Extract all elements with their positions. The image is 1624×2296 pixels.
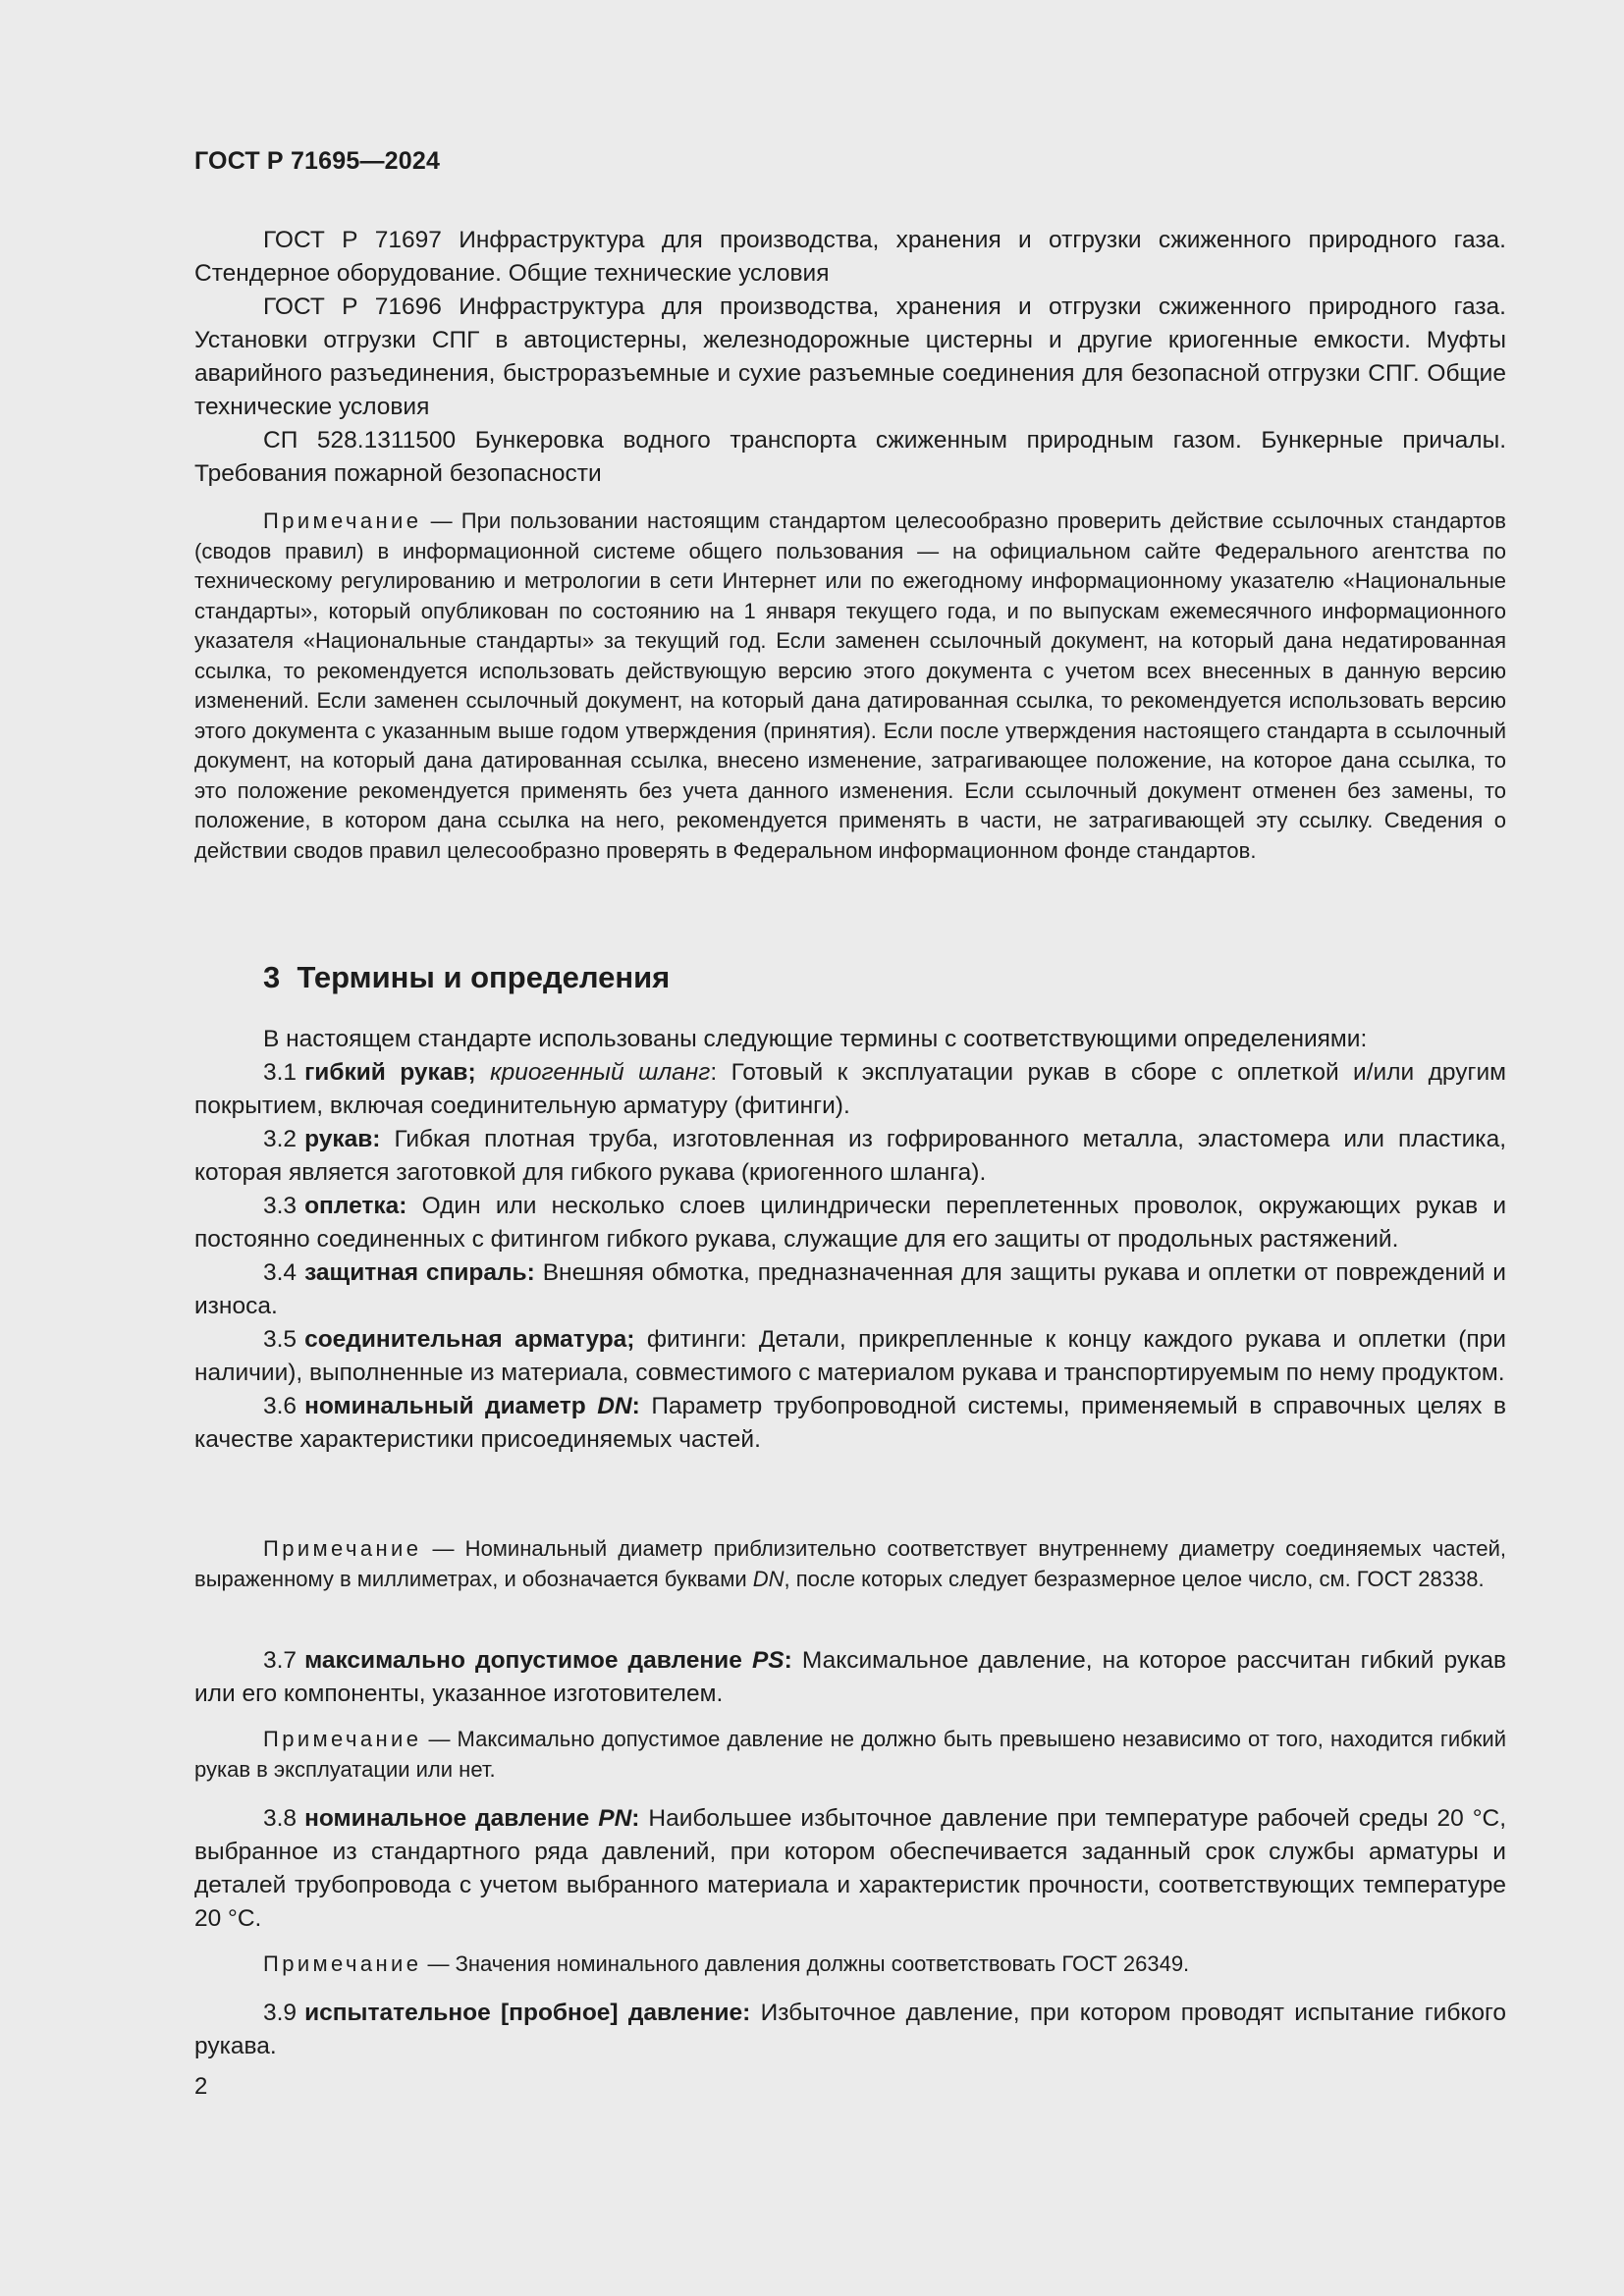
term-name: защитная спираль: [304,1259,535,1286]
references-list [194,224,1506,491]
term-name: испытательное [пробное] давление: [304,2000,751,2026]
note-text: — Максимально допустимое давление не должно быть превышено независимо от того, находится гибкий рукав в эксплуатации или нет. [194,1727,1506,1782]
term-3-7: 3.7 максимально допустимое давление PS: Максимальное давление, на которое рассчитан гибкий рукав или его компоненты, указанное изготовителем. [194,1647,1506,1707]
term-name: номинальное давление [304,1805,590,1832]
reference-item: СП 528.1311500 Бункеровка водного транспорта сжиженным природным газом. Бункерные причалы. Требования пожарной безопасности [194,427,1506,487]
term-3-9-block [194,1997,1506,2063]
term-number: 3.2 [263,1126,298,1152]
note-text: — При пользовании настоящим стандартом целесообразно проверить действие ссылочных стандартов (сводов правил) в информационной системе общего пользования — на официальном сайте Федерального агентства по техническому регулированию и метрологии в сети Интернет или по ежегодному информационному указателю «Национальные стандарты», который опубликован по состоянию на 1 января текущего года, и по выпускам ежемесячного информационного указателя «Национальные стандарты» за текущий год. Если заменен ссылочный документ, на который дана недатированная ссылка, то рекомендуется использовать действующую версию этого документа с учетом всех внесенных в данную версию изменений. Если заменен ссылочный документ, на который дана датированная ссылка, то рекомендуется использовать версию этого документа с указанным выше годом утверждения (принятия). Если после утверждения настоящего стандарта в ссылочный документ, на который дана датированная ссылка, внесено изменение, затрагивающее положение, на которое дана ссылка, то это положение рекомендуется применять без учета данного изменения. Если ссылочный документ отменен без замены, то положение, в котором дана ссылка на него, рекомендуется применять в части, не затрагивающей эту ссылку. Сведения о действии сводов правил целесообразно проверять в Федеральном информационном фонде стандартов. [194,508,1506,863]
term-definition: Избыточное давление, при котором проводят испытание гибкого рукава. [194,2000,1507,2059]
note-label: Примечание [263,508,422,533]
note-3-8 [194,1949,1506,1980]
term-definition: фитинги: Детали, прикрепленные к концу каждого рукава и оплетки (при наличии), выполненные из материала, совместимого с материалом рукава и транспортируемым по нему продуктом. [194,1326,1506,1386]
term-name: соединительная арматура; [304,1326,635,1353]
note-abbreviation: DN [752,1566,785,1591]
term-3-4 [194,1256,1506,1323]
term-name: рукав: [304,1126,381,1152]
term-name: оплетка: [304,1193,407,1219]
term-3-5 [194,1323,1506,1390]
section-title [263,960,670,995]
term-3-6: 3.6 номинальный диаметр DN: Параметр трубопроводной системы, применяемый в справочных целях в качестве характеристики присоединяемых частей. [194,1393,1506,1453]
term-3-7-block [194,1644,1506,1711]
term-3-8: 3.8 номинальное давление PN: Наибольшее избыточное давление при температуре рабочей среды 20 °С, выбранное из стандартного ряда давлений, при котором обеспечивается заданный срок службы арматуры и деталей трубопровода с учетом выбранного материала и характеристик прочности, соответствующих температуре 20 °С. [194,1805,1506,1932]
term-number: 3.3 [263,1193,298,1219]
note-label: Примечание [263,1727,422,1751]
term-definition: Наибольшее избыточное давление при температуре рабочей среды 20 °С, выбранное из стандартного ряда давлений, при котором обеспечивается заданный срок службы арматуры и деталей трубопровода с учетом выбранного материала и характеристик прочности, соответствующих температуре 20 °С. [194,1805,1506,1932]
section-title-text: Термины и определения [297,960,671,994]
term-3-2 [194,1123,1506,1190]
term-3-1: 3.1 гибкий рукав; криогенный шланг: Готовый к эксплуатации рукав в сборе с оплеткой и/или другим покрытием, включая соединительную арматуру (фитинги). [194,1059,1506,1119]
terms-block [194,1023,1506,1457]
note-text: , после которых следует безразмерное целое число, см. ГОСТ 28338. [784,1566,1485,1591]
reference-note [194,507,1506,866]
reference-item: ГОСТ Р 71696 Инфраструктура для производства, хранения и отгрузки сжиженного природного газа. Установки отгрузки СПГ в автоцистерны, железнодорожные цистерны и другие криогенные емкости. Муфты аварийного разъединения, быстроразъемные и сухие разъемные соединения для безопасной отгрузки СПГ. Общие технические условия [194,294,1506,420]
note-label: Примечание [263,1536,422,1561]
term-definition: Максимальное давление, на которое рассчитан гибкий рукав или его компоненты, указанное изготовителем. [194,1647,1506,1707]
term-abbreviation: DN [597,1393,632,1419]
term-number: 3.5 [263,1326,298,1353]
term-number: 3.7 [263,1647,298,1674]
term-3-9 [194,1997,1506,2063]
term-3-8-block [194,1802,1506,1936]
section-number: 3 [263,960,281,994]
term-synonym: криогенный шланг [490,1059,711,1086]
page-number: 2 [194,2073,208,2100]
note-3-6 [194,1534,1506,1594]
term-name: гибкий рукав; [304,1059,476,1086]
term-definition: Внешняя обмотка, предназначенная для защиты рукава и оплетки от повреждений и износа. [194,1259,1506,1319]
term-definition: Гибкая плотная труба, изготовленная из гофрированного металла, эластомера или пластика, которая является заготовкой для гибкого рукава (криогенного шланга). [194,1126,1506,1186]
term-abbreviation: PS [751,1647,785,1674]
document-code-header: ГОСТ Р 71695—2024 [194,147,441,175]
note-text: — Номинальный диаметр приблизительно соответствует внутреннему диаметру соединяемых частей, выраженному в миллиметрах, и обозначается буквами [194,1536,1506,1591]
note-text: — Значения номинального давления должны соответствовать ГОСТ 26349. [427,1951,1190,1976]
term-name: максимально допустимое давление [304,1647,742,1674]
term-number: 3.6 [263,1393,298,1419]
note-label: Примечание [263,1951,422,1976]
term-number: 3.1 [263,1059,298,1086]
term-definition: Один или несколько слоев цилиндрически переплетенных проволок, окружающих рукав и постоянно соединенных с фитингом гибкого рукава, служащие для его защиты от продольных растяжений. [194,1193,1507,1253]
term-number: 3.4 [263,1259,298,1286]
term-number: 3.8 [263,1805,298,1832]
term-abbreviation: PN [598,1805,632,1832]
term-3-3 [194,1190,1506,1256]
note-3-7 [194,1725,1506,1785]
section-intro: В настоящем стандарте использованы следующие термины с соответствующими определениями: [263,1026,1368,1052]
reference-item: ГОСТ Р 71697 Инфраструктура для производства, хранения и отгрузки сжиженного природного газа. Стендерное оборудование. Общие технические условия [194,227,1506,287]
term-definition: Параметр трубопроводной системы, применяемый в справочных целях в качестве характеристики присоединяемых частей. [194,1393,1506,1453]
term-number: 3.9 [263,2000,298,2026]
term-name: номинальный диаметр [304,1393,586,1419]
term-definition: Готовый к эксплуатации рукав в сборе с оплеткой и/или другим покрытием, включая соединительную арматуру (фитинги). [194,1059,1506,1119]
